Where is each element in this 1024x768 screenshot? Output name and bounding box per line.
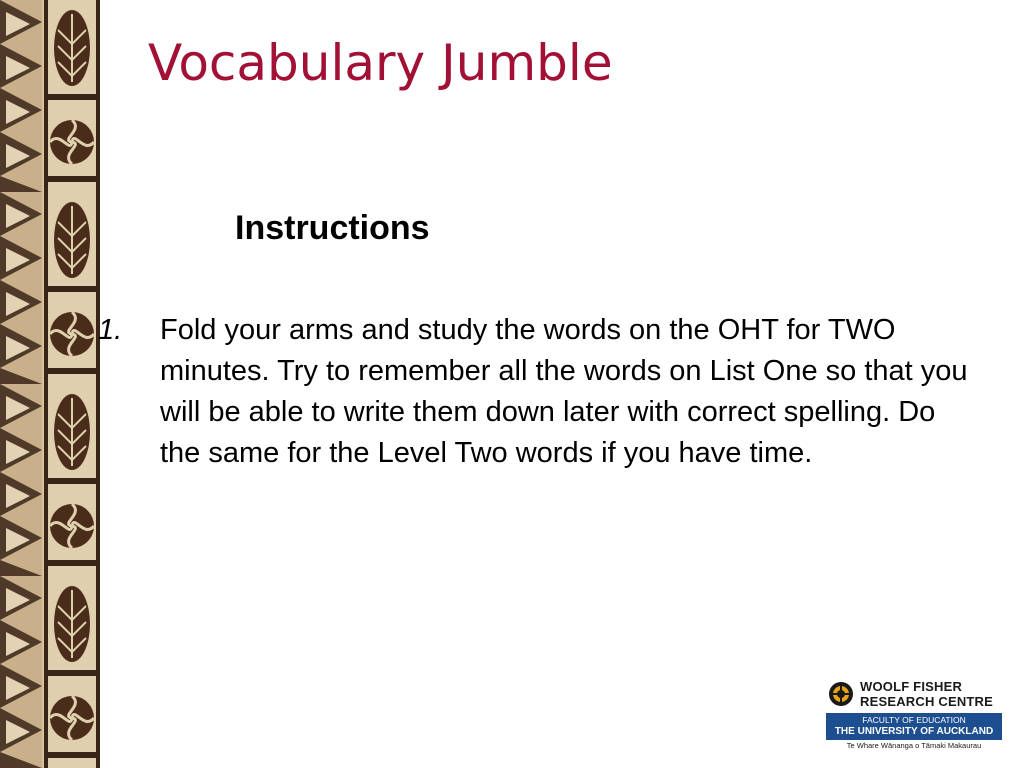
- slide-title: Vocabulary Jumble: [148, 34, 613, 92]
- logo-university: THE UNIVERSITY OF AUCKLAND: [834, 726, 994, 737]
- centre-emblem-icon: [828, 681, 854, 707]
- instruction-item: [98, 310, 968, 474]
- instruction-text: Fold your arms and study the words on the OHT for TWO minutes. Try to remember all the words on List One so that you will be able to write them down later with correct spelling. Do the same for the Level Two words if you have time.: [160, 314, 968, 469]
- logo-faculty: FACULTY OF EDUCATION: [862, 715, 966, 725]
- tapa-pattern-graphic: [0, 0, 100, 768]
- instructions-heading: Instructions: [235, 209, 430, 247]
- instruction-number: 1.: [98, 314, 123, 346]
- logo-university-band: [826, 713, 1002, 740]
- logo-name-line2: RESEARCH CENTRE: [860, 694, 994, 709]
- logo-header: [826, 677, 1002, 711]
- woolf-fisher-logo: [826, 677, 1002, 753]
- logo-maori-name: Te Whare Wānanga o Tāmaki Makaurau: [846, 741, 982, 750]
- tapa-pattern-border: [0, 0, 100, 768]
- instruction-list: [98, 310, 968, 474]
- logo-name-line1: WOOLF FISHER: [860, 679, 963, 694]
